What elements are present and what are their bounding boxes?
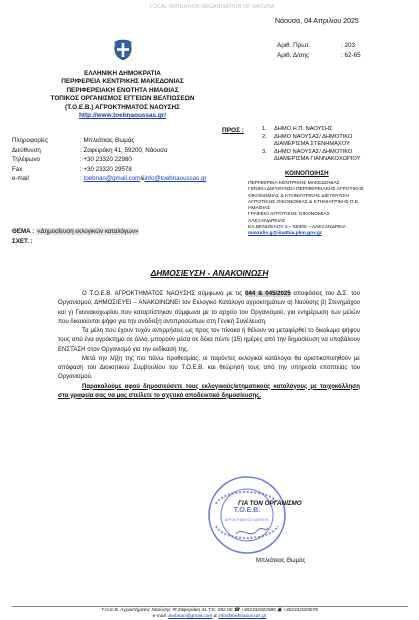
address-label: Διεύθυνση	[12, 146, 41, 154]
footer	[0, 608, 419, 620]
subject-value: «Δημοσίευση εκλογικών καταλόγων»	[37, 228, 139, 235]
cc-line: ΓΕΝΙΚΗ ΔΙΕΥΘΥΝΣΗ ΠΕΡΙΦΕΡΕΙΑΚΗΣ ΑΓΡΟΤΙΚΗΣ	[248, 187, 364, 193]
cc-line: ΟΙΚΟΝΟΜΙΑΣ & ΚΤΗΝΙΑΤΡΙΚΗΣ ΔΙΕΥΘΥΝΣΗ	[248, 193, 350, 199]
signature-title: ΓΙΑ ΤΟΝ ΟΡΓΑΝΙΣΜΟ	[238, 500, 302, 507]
fax-value: : +30 23320 29578	[80, 165, 132, 173]
recipient-text: ΔΙΑΜΕΡΙΣΜΑ ΓΙΑΝΝΑΚΟΧΩΡΙΟΥ	[274, 156, 361, 163]
document-date: Νάουσα, 04 Απριλίου 2025	[275, 18, 359, 25]
protocol-block	[277, 41, 361, 61]
list-item	[262, 156, 360, 164]
website-link[interactable]: http://www.toebnaoussas.gr/	[78, 112, 167, 120]
stamp-center-bottom: ΑΓΡΟΚΤΗΜΑΤΟΣ ΝΑΟΥΣΗΣ	[224, 518, 270, 522]
decision-numbers-highlight: 044 & 045/2025	[245, 291, 291, 297]
footer-email-ampersand: &	[213, 614, 217, 619]
announcement-title: ΔΗΜΟΣΙΕΥΣΗ - ΑΝΑΚΟΙΝΩΣΗ	[150, 268, 269, 278]
announcement-body	[58, 290, 360, 401]
address-value: : Ζαφειράκη 41, 59200, Νάουσα	[80, 146, 168, 154]
decision-number-label: Αριθ. Δ/σης	[277, 52, 310, 59]
recipient-number	[262, 141, 274, 149]
cc-block	[248, 181, 413, 238]
paragraph-2: Τα μέλη που έχουν τυχόν αντιρρήσεις ως προς τον πίνακα ή θέλουν να μεταφέρθεί το δικαίωμα ψήφου τους από ένα αγρόκτημα σε άλλο, μπορούν μέσα σε δέκα πέντε (15) ημέρες από την δημοσίευση να υποβάλουν ΕΝΣΤΑΣΗ στον Οργανισμό για την εκδίκασή της.	[58, 328, 360, 353]
info-value: : Μπλιάτκας Θωμάς	[80, 137, 135, 144]
email-link-2[interactable]: info@toebnaoussas.gr	[144, 175, 207, 183]
email-separator: :	[80, 175, 82, 183]
footer-address-line: Τ.Ο.Ε.Β. Αγροκτήματος Ναούσης ✉ Ζαφειράκη 41 Τ.Κ. 592 00 ☎ +302332022980 ▣ +302332029578	[101, 608, 318, 613]
paragraph-4: Παρακαλούμε αφού δημοσιεύσετε τους εκλογικούς/κτηματικούς καταλόγους με τοιχοκόλληση στα γραφεία σας να μας στείλετε το σχετικό αποδεικτικό δημοσίευσης.	[58, 383, 360, 399]
protocol-number-value: : 203	[341, 42, 356, 49]
email-link-1[interactable]: toebnao@gmail.com	[83, 175, 141, 183]
header-line-4: ΤΟΠΙΚΟΣ ΟΡΓΑΝΙΣΜΟΣ ΕΓΓΕΙΩΝ ΒΕΛΤΙΩΣΕΩΝ	[50, 95, 195, 103]
footer-email-link-1[interactable]: toebnao@gmail.com	[168, 614, 213, 619]
organization-header	[30, 70, 215, 120]
watermark-text: LOCAL IRRIGATION ORGANISATION OF NAOUSA	[150, 4, 275, 10]
recipient-text: ΔΗΜΟ ΝΑΟΥΣΑΣ/ ΔΗΜΟΤΙΚΟ	[274, 133, 353, 140]
info-label: Πληροφορίες	[12, 137, 49, 144]
cc-line: ΠΕΡΙΦΕΡΕΙΑ ΚΕΝΤΡΙΚΗΣ ΜΑΚΕΔΟΝΙΑΣ	[248, 181, 340, 186]
fax-label: Fax	[12, 165, 23, 173]
header-line-5: (Τ.Ο.Ε.Β.) ΑΓΡΟΚΤΗΜΑΤΟΣ ΝΑΟΥΣΗΣ	[65, 103, 180, 111]
paragraph-1-rest: αποφάσεις του Δ.Σ. του Οργανισμού, ΔΗΜΟΣΙΕΥΕΙ – ΑΝΑΚΟΙΝΩΝΕΙ τον Εκλογικό Κατάλογο αγροκτημάτων α) Ναούσης β) Στενημάχου και γ) Γιαννακοχωρίου που καταρτίστηκαν σύμφωνα με το αρχείο του Οργανισμού, για ενημέρωση των μελών που δικαιούνται ψήφο για την ανάδειξη αντιπροσώπων στη Γενική Συνέλευση.	[58, 291, 360, 325]
protocol-number-label: Αριθ. Πρωτ.	[277, 42, 311, 49]
recipient-number: 3.	[262, 148, 267, 155]
cc-line: ΑΛΕΞΑΝΔΡΕΙΑΣ	[248, 218, 286, 224]
recipient-text: ΔΗΜΟ Η.Π. ΝΑΟΥΣΗΣ	[274, 126, 333, 132]
header-line-2: ΠΕΡΙΦΕΡΕΙΑ ΚΕΝΤΡΙΚΗΣ ΜΑΚΕΔΟΝΙΑΣ	[61, 78, 184, 86]
stamp-center-top: Τ.Ο.Ε.Β.	[233, 507, 261, 514]
subject-line	[12, 228, 139, 235]
official-stamp-icon	[206, 474, 288, 556]
footer-email-label: e-mail:	[152, 614, 167, 619]
decision-number-value: : 62-65	[341, 52, 361, 59]
header-line-1: ΕΛΛΗΝΙΚΗ ΔΗΜΟΚΡΑΤΙΑ	[84, 70, 161, 77]
email-ampersand: &	[140, 175, 145, 183]
footer-divider	[12, 606, 408, 607]
recipients-label: ΠΡΟΣ :	[222, 127, 244, 134]
reference-label: ΣΧΕΤ. :	[12, 238, 33, 245]
email-label: e-mail	[12, 175, 29, 183]
cc-email-link[interactable]: mavridis.g@imathia.pkm.gov.gr	[248, 231, 322, 237]
greek-coat-of-arms-icon	[113, 39, 133, 61]
footer-email-link-2[interactable]: info@toebnaoussas.gr	[218, 614, 267, 619]
recipient-number	[262, 156, 274, 164]
recipients-list	[262, 126, 360, 164]
list-item	[262, 141, 360, 149]
contact-block	[12, 136, 206, 184]
list-item	[262, 149, 360, 157]
cc-title: ΚΟΙΝΟΠΟΙΗΣΗ	[285, 170, 329, 177]
phone-value: : +30 23320 22980	[80, 156, 132, 164]
paragraph-1	[58, 290, 360, 327]
cc-line: ΗΜΑΘΙΑΣ	[248, 206, 271, 212]
recipient-number: 2.	[262, 133, 267, 140]
list-item	[262, 134, 360, 142]
recipient-text: ΔΗΜΟ ΝΑΟΥΣΑΣ/ ΔΗΜΟΤΙΚΟ	[274, 148, 353, 155]
recipient-number: 1.	[262, 126, 267, 132]
cc-line: ΑΓΡΟΤΙΚΗΣ ΟΙΚΟΝΟΜΙΑΣ & ΚΤΗΝΙΑΤΡΙΚΗΣ Π.Ε.	[248, 199, 360, 205]
subject-label: ΘΕΜΑ :	[12, 228, 35, 235]
paragraph-1-start: Ο Τ.Ο.Ε.Β. ΑΓΡΟΚΤΗΜΑΤΟΣ ΝΑΟΥΣΗΣ σύμφωνα με τις	[82, 291, 246, 297]
cc-line: ΕΛ.ΒΕΝΙΖΕΛΟΥ 2 – 59300 – ΑΛΕΞΑΝΔΡΕΙΑ	[248, 225, 346, 231]
paragraph-3: Μετά την λήξη της πιο πάνω προθεσμίας, οι παρόντες εκλογικοί κατάλογοι θα οριστικοποιηθούν με απόφαση του Διοικητικού Συμβουλίου του Τ.Ο.Ε.Β. και θεώρησή τους από την υπηρεσία εποπτείας του Οργανισμού.	[58, 355, 360, 381]
footer-email-line	[0, 614, 419, 620]
cc-line: ΓΡΑΦΕΙΟ ΑΓΡΟΤΙΚΗΣ ΟΙΚΟΝΟΜΙΑΣ	[248, 212, 330, 218]
recipient-text: ΔΙΑΜΕΡΙΣΜΑ ΣΤΕΝΗΜΑΧΟΥ	[274, 141, 350, 148]
signatory-name: Μπλιάτκας Θωμάς	[256, 558, 306, 564]
list-item	[262, 126, 360, 134]
header-line-3: ΠΕΡΙΦΕΡΕΙΑΚΗ ΕΝΟΤΗΤΑ ΗΜΑΘΙΑΣ	[66, 86, 179, 94]
phone-label: Τηλέφωνο	[12, 156, 40, 164]
